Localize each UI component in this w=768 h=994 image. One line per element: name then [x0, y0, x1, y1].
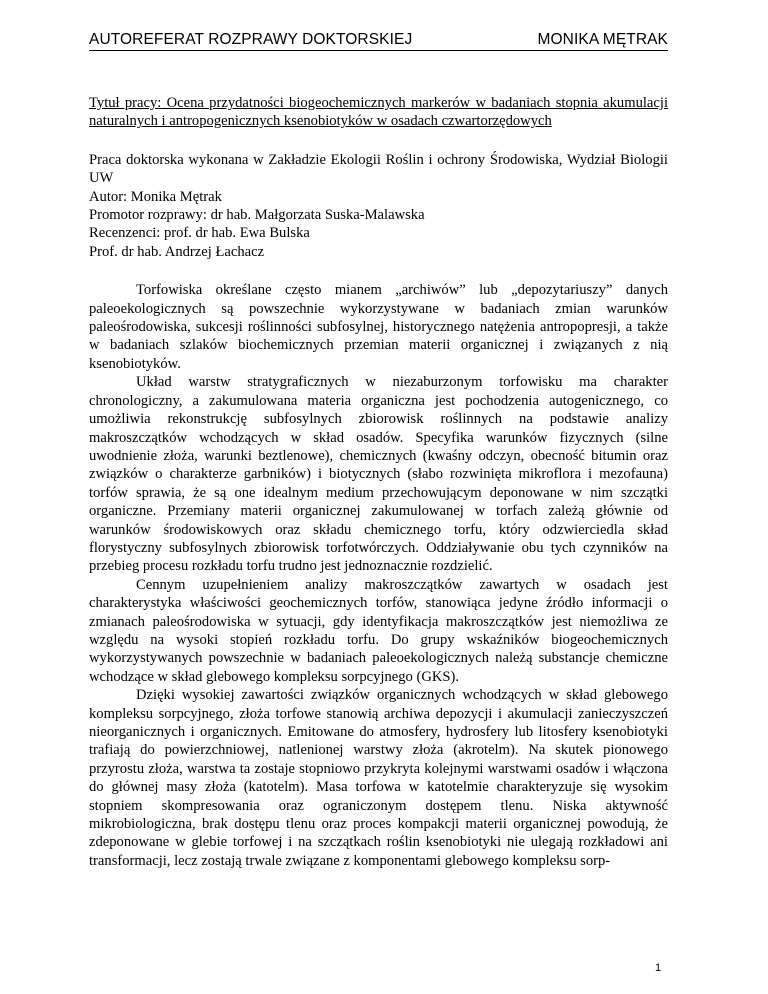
reviewer-line: Recenzenci: prof. dr hab. Ewa Bulska	[89, 225, 310, 242]
institution-line: Praca doktorska wykonana w Zakładzie Ekologii Roślin i ochrony Środowiska, Wydział Biologii UW	[89, 151, 668, 187]
header-title: AUTOREFERAT ROZPRAWY DOKTORSKIEJ	[89, 31, 413, 48]
thesis-title: Tytuł pracy: Ocena przydatności biogeochemicznych markerów w badaniach stopnia akumulacji naturalnych i antropogenicznych ksenobiotyków w osadach czwartorzędowych	[89, 95, 668, 130]
promoter-line: Promotor rozprawy: dr hab. Małgorzata Suska-Malawska	[89, 207, 425, 224]
running-header	[89, 31, 668, 51]
body-paragraph: Torfowiska określane często mianem „archiwów” lub „depozytariuszy” danych paleoekologicznych są powszechnie wykorzystywane w badaniach zmian warunków paleośrodowiska, sukcesji roślinności subfosylnej, historycznego natężenia antropopresji, a także w badaniach szlaków biochemicznych przemian materii organicznej i związanych z nią ksenobiotyków.	[89, 282, 668, 372]
body-paragraph: Dzięki wysokiej zawartości związków organicznych wchodzących w skład glebowego kompleksu sorpcyjnego, złoża torfowe stanowią archiwa depozycji i akumulacji zanieczyszczeń nieorganicznych i organicznych. Emitowane do atmosfery, hydrosfery lub litosfery ksenobiotyki trafiają do powierzchniowej, natlenionej warstwy złoża (akrotelm). Na skutek pionowego przyrostu złoża, warstwa ta zostaje stopniowo przykryta kolejnymi warstwami osadów i włączona do głównej masy złoża (katotelm). Masa torfowa w katotelmie charakteryzuje się wysokim stopniem skompresowania oraz ograniczonym dostępem tlenu. Niska aktywność mikrobiologiczna, brak dostępu tlenu oraz proces kompakcji materii organicznej powodują, że zdeponowane w glebie torfowej i na szczątkach roślin ksenobiotyki nie ulegają rozkładowi ani transformacji, lecz zostają trwale związane z komponentami glebowego kompleksu sorp-	[89, 687, 668, 869]
body-paragraph: Układ warstw stratygraficznych w niezaburzonym torfowisku ma charakter chronologiczny, a zakumulowana materia organiczna jest pochodzenia autogenicznego, co umożliwia rekonstrukcję subfosylnych zbiorowisk roślinnych na podstawie analizy makroszczątków wchodzących w skład osadów. Specyfika warunków fizycznych (silne uwodnienie złoża, warunki beztlenowe), chemicznych (kwaśny odczyn, obecność bitumin oraz związków o charakterze garbników) i biotycznych (słabo rozwinięta mikroflora i mezofauna) torfów sprawia, że są one idealnym medium przechowującym deponowane w nim szczątki organiczne. Przemiany materii organicznej zakumulowanej w torfach zależą głównie od warunków środowiskowych oraz składu chemicznego torfu, który odzwierciedla skład florystyczny subfosylnych zbiorowisk torfotwórczych. Oddziaływanie obu tych czynników na przebieg procesu rozkładu torfu trudno jest jednoznacznie rozdzielić.	[89, 374, 668, 575]
header-author: MONIKA MĘTRAK	[537, 31, 668, 48]
page-number: 1	[655, 962, 662, 974]
page-body	[89, 94, 668, 870]
reviewer-line: Prof. dr hab. Andrzej Łachacz	[89, 243, 265, 260]
body-paragraph: Cennym uzupełnieniem analizy makroszczątków zawartych w osadach jest charakterystyka właściwości geochemicznych torfów, stanowiąca jedyne źródło informacji o zmianach paleośrodowiska w sytuacji, gdy identyfikacja makroszczątków jest niemożliwa ze względu na wysoki stopień rozkładu torfu. Do grupy wskaźników biogeochemicznych wykorzystywanych powszechnie w badaniach paleoekologicznych należą substancje chemiczne wchodzące w skład glebowego kompleksu sorpcyjnego (GKS).	[89, 576, 668, 685]
author-line: Autor: Monika Mętrak	[89, 188, 222, 205]
thesis-metadata	[89, 151, 668, 261]
